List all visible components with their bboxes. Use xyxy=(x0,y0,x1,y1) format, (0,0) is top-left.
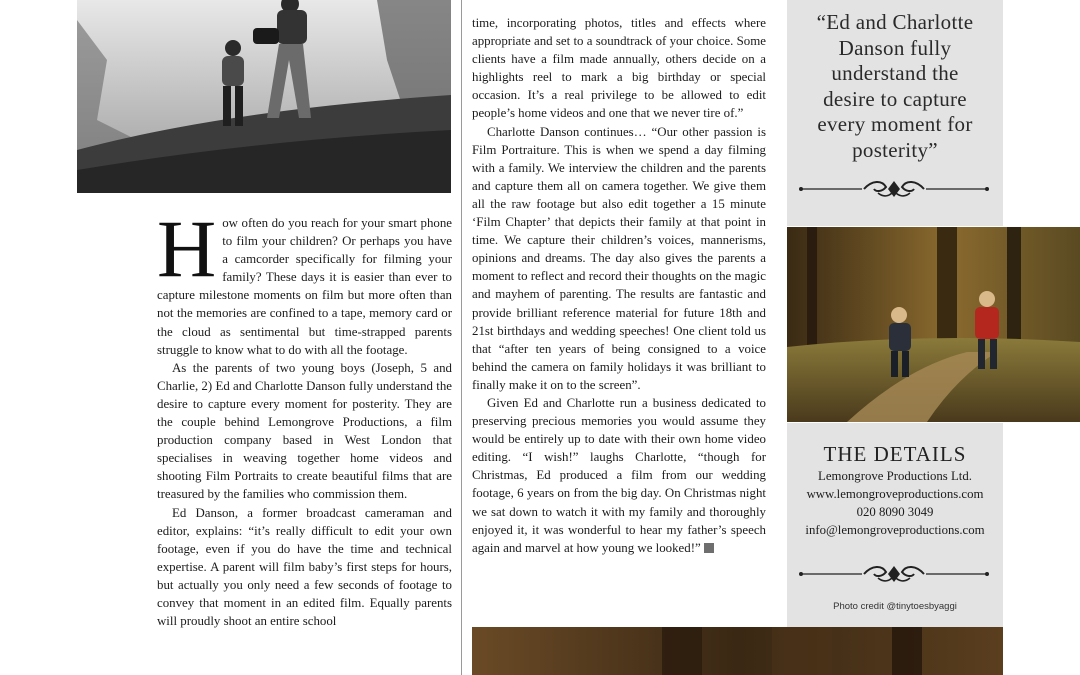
photo-credit: Photo credit @tinytoesbyaggi xyxy=(833,601,957,612)
paragraph-continued: time, incorporating photos, titles and effects where appropriate and set to a soundtrack of your choice. Some clients have a film made annually, others decide on a highlights reel to mark a big birthday or special occasion. It’s a real privilege to be allowed to edit people’s home videos and one that we never tire of.” xyxy=(472,16,766,121)
ornament-divider-icon xyxy=(798,178,990,200)
company-name: Lemongrove Productions Ltd. xyxy=(818,469,972,483)
paragraph-film-portraiture: Charlotte Danson continues… “Our other passion is Film Portraiture. This is when we spend a day filming with a family. We interview the children and the parents and capture them all on camera together. We give them all the raw footage but also edit together a 15 minute ‘Film Chapter’ that depicts their family at that point in time. We capture their children’s voices, mannerisms, opinions and dreams. The day also gives the parents a moment to reflect and record their thoughts on the magic and mayhem of parenting. The results are fantastic and provide brilliant reference material for future 18th and 21st birthdays and wedding speeches! One client told us that “after ten years of being consigned to a voice behind the camera on family holidays it was brilliant to finally make it on to the screen”. xyxy=(472,124,766,392)
article-column-left xyxy=(157,203,452,630)
quote-line: every moment for xyxy=(817,112,973,136)
quote-line: “Ed and Charlotte xyxy=(816,10,974,34)
phone-number: 020 8090 3049 xyxy=(856,505,934,519)
details-title: THE DETAILS xyxy=(823,442,967,466)
photo-father-son-hill xyxy=(77,0,451,193)
quote-line: understand the xyxy=(831,61,959,85)
column-divider xyxy=(461,0,462,675)
quote-line: desire to capture xyxy=(823,86,967,111)
photo-woodland-bottom xyxy=(472,627,1003,675)
end-mark-icon xyxy=(704,543,714,553)
quote-line: Danson fully xyxy=(838,35,952,60)
photo-boys-running xyxy=(787,227,1080,422)
email-link[interactable]: info@lemongroveproductions.com xyxy=(805,523,985,537)
paragraph-intro: ow often do you reach for your smart phone to film your children? Or perhaps you have a camcorder specifically for filming your family? These days it is easier than ever to capture milestone moments on film but more often than not the memories are confined to a tape, memory card or the cloud as sentimental but time-strapped parents struggle to know what to do with all the footage. xyxy=(157,216,452,357)
paragraph-wedding-film: Given Ed and Charlotte run a business dedicated to preserving precious memories you would assume they would be entirely up to date with their own home video editing. “I wish!” laughs Charlotte, “though for Christmas, Ed produced a film from our wedding footage, 6 years on from the big day. On Christmas night we sat down to watch it with my family and thoroughly enjoyed it, it was wonderful to hear my father’s speech again and marvel at how young we looked!” xyxy=(472,395,766,555)
drop-cap: H xyxy=(157,203,217,294)
ornament-divider-icon xyxy=(798,563,990,585)
website-link[interactable]: www.lemongroveproductions.com xyxy=(806,487,984,501)
pull-quote xyxy=(787,10,1003,163)
paragraph-ed-explains: Ed Danson, a former broadcast cameraman and editor, explains: “it’s really difficult to edit your own footage, even if you do have the time and technical expertise. A parent will film baby’s first steps for hours, but actually you only need a few seconds of footage to convey that moment in an edited film. Equally parents will proudly shoot an entire school xyxy=(157,505,452,629)
article-column-middle xyxy=(472,14,766,557)
paragraph-parents: As the parents of two young boys (Joseph, 5 and Charlie, 2) Ed and Charlotte Danson fully understand the desire to capture every moment for posterity. They are the couple behind Lemongrove Productions, a film production company based in West London that specialises in weaving together home videos and shooting Film Portraits to create beautiful films that are treasured by the families who commission them. xyxy=(157,360,452,502)
quote-line: posterity” xyxy=(852,137,938,162)
